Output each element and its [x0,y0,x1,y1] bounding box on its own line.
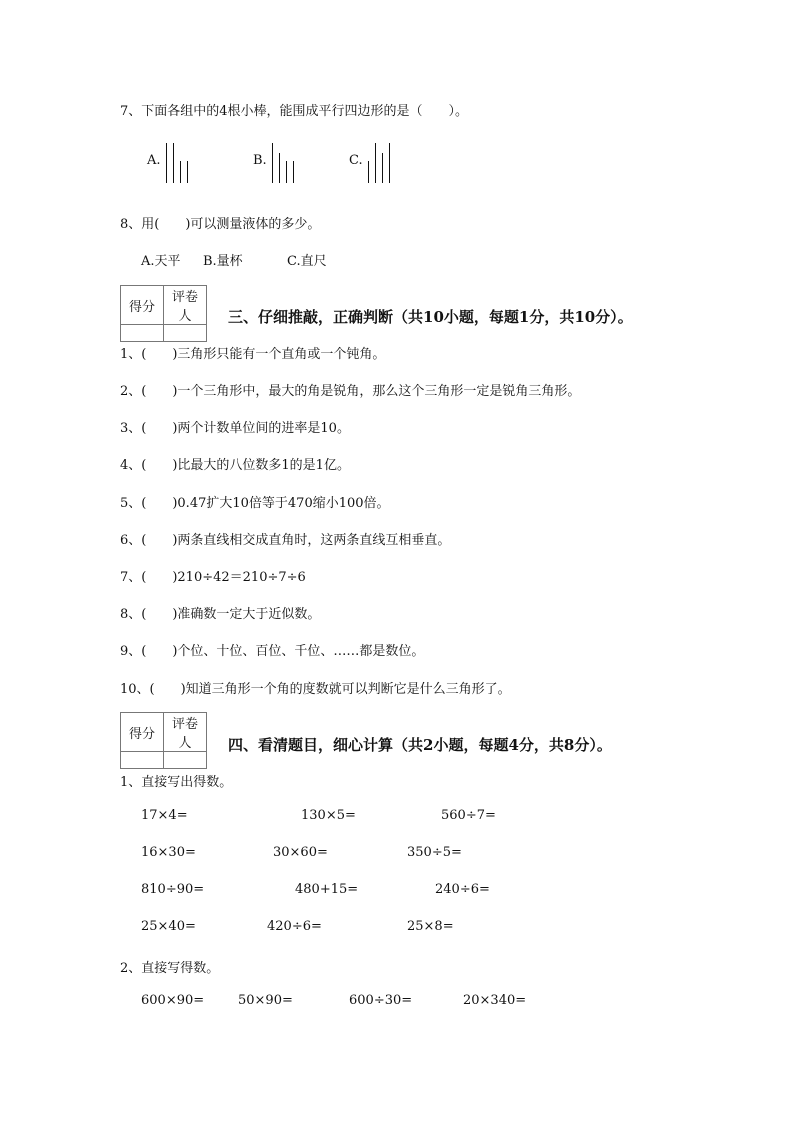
score-cell[interactable] [121,325,164,342]
calc-item: 480+15= [295,882,359,897]
q7-option-c-sticks [368,143,398,183]
judgment-item: 3、( )两个计数单位间的进率是10。 [120,421,350,436]
q7-option-a-sticks [166,143,196,183]
section-4-question-2: 2、直接写得数。 [120,961,220,976]
question-7-text: 7、下面各组中的4根小棒，能围成平行四边形的是（ ）。 [120,104,469,119]
grader-label: 评卷人 [164,713,207,752]
calc-item: 600÷30= [349,993,413,1008]
stick-b-2 [279,153,280,183]
judgment-item: 8、( )准确数一定大于近似数。 [120,607,321,622]
q8-option-a: A.天平 [141,254,181,269]
calc-item: 16×30= [141,845,196,860]
judgment-item: 9、( )个位、十位、百位、千位、……都是数位。 [120,644,425,659]
score-box-section-3 [120,285,207,342]
grader-cell[interactable] [164,752,207,769]
section-3-heading: 三、仔细推敲，正确判断（共10小题，每题1分，共10分）。 [228,308,633,326]
section-4-heading: 四、看清题目，细心计算（共2小题，每题4分，共8分）。 [228,736,612,754]
judgment-item: 5、( )0.47扩大10倍等于470缩小100倍。 [120,496,390,511]
grader-label: 评卷人 [164,286,207,325]
calc-item: 17×4= [141,808,188,823]
q7-option-c-label: C. [349,153,363,168]
calc-item: 240÷6= [435,882,490,897]
grader-cell[interactable] [164,325,207,342]
calc-item: 130×5= [301,808,356,823]
stick-c-1 [368,161,369,183]
judgment-item: 6、( )两条直线相交成直角时，这两条直线互相垂直。 [120,533,451,548]
q7-option-b-label: B. [253,153,267,168]
stick-c-4 [389,143,390,183]
stick-a-3 [180,161,181,183]
question-8-text: 8、用( )可以测量液体的多少。 [120,217,321,232]
stick-a-1 [166,143,167,183]
calc-item: 25×40= [141,919,196,934]
q8-option-c: C.直尺 [287,254,327,269]
judgment-item: 1、( )三角形只能有一个直角或一个钝角。 [120,347,386,362]
q7-option-b-sticks [272,143,302,183]
judgment-item: 10、( )知道三角形一个角的度数就可以判断它是什么三角形了。 [120,682,511,697]
calc-item: 350÷5= [407,845,462,860]
calc-item: 420÷6= [267,919,322,934]
score-label: 得分 [121,713,164,752]
stick-c-3 [382,153,383,183]
stick-b-1 [272,143,273,183]
section-4-question-1: 1、直接写出得数。 [120,775,233,790]
calc-item: 25×8= [407,919,454,934]
q7-option-a-label: A. [147,153,161,168]
calc-item: 50×90= [238,993,293,1008]
stick-b-4 [293,161,294,183]
judgment-item: 2、( )一个三角形中，最大的角是锐角，那么这个三角形一定是锐角三角形。 [120,384,581,399]
stick-c-2 [375,143,376,183]
calc-item: 560÷7= [441,808,496,823]
score-box-section-4 [120,712,207,769]
judgment-item: 7、( )210÷42＝210÷7÷6 [120,570,306,585]
calc-item: 30×60= [273,845,328,860]
calc-item: 810÷90= [141,882,205,897]
stick-a-4 [187,161,188,183]
stick-a-2 [173,143,174,183]
score-label: 得分 [121,286,164,325]
calc-item: 600×90= [141,993,205,1008]
q8-option-b: B.量杯 [203,254,243,269]
stick-b-3 [286,161,287,183]
judgment-item: 4、( )比最大的八位数多1的是1亿。 [120,458,350,473]
calc-item: 20×340= [463,993,527,1008]
score-cell[interactable] [121,752,164,769]
